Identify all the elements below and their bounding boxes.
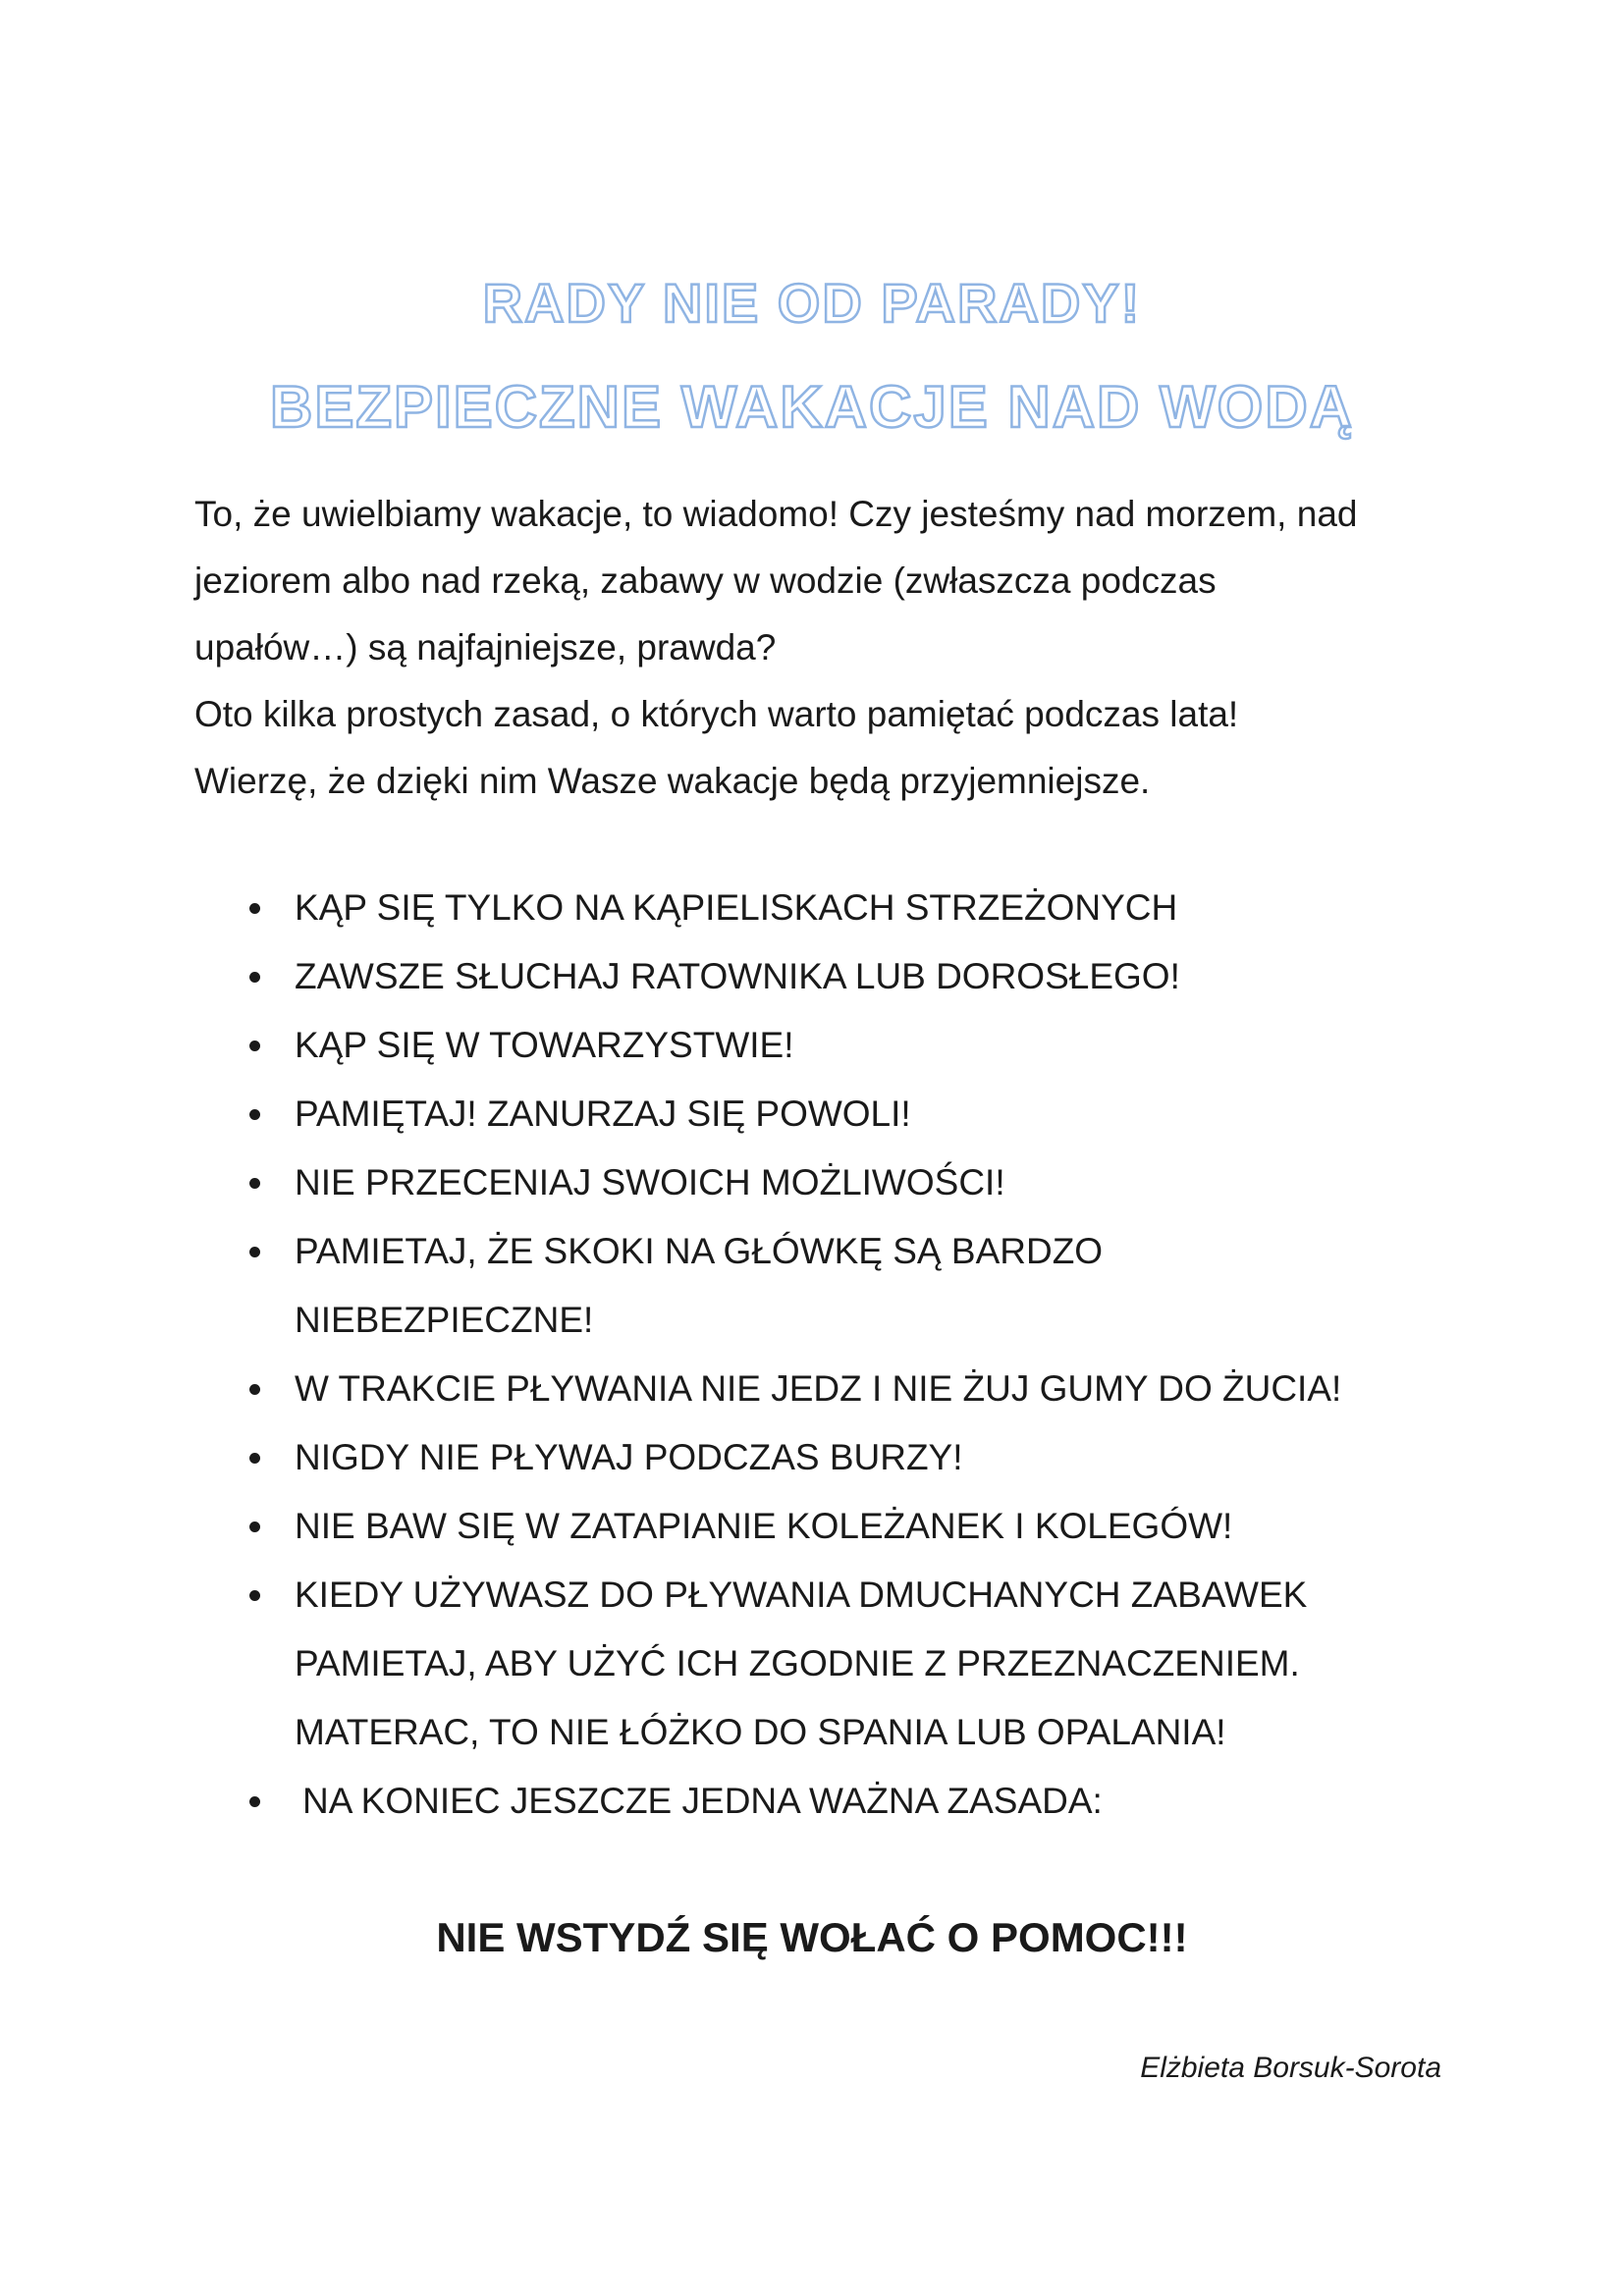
bullet-icon [249,1178,260,1189]
rule-line: PAMIĘTAJ! ZANURZAJ SIĘ POWOLI! [295,1094,911,1134]
bullet-icon [249,1384,260,1395]
list-item [194,1080,1471,1148]
list-item [194,1561,1471,1767]
list-item [194,942,1471,1011]
rule-line: NIE BAW SIĘ W ZATAPIANIE KOLEŻANEK I KOLEGÓW! [295,1506,1233,1546]
intro-line: Wierzę, że dzięki nim Wasze wakacje będą przyjemniejsze. [194,761,1151,801]
bullet-icon [249,903,260,914]
intro-line: To, że uwielbiamy wakacje, to wiadomo! Czy jesteśmy nad morzem, nad [194,494,1358,534]
list-item [194,1011,1471,1080]
intro-line: jeziorem albo nad rzeką, zabawy w wodzie (zwłaszcza podczas [194,561,1217,601]
rule-line: NIEBEZPIECZNE! [295,1300,594,1340]
list-item [194,1767,1471,1836]
title-line-1: RADY NIE OD PARADY! [482,272,1142,334]
intro-line: Oto kilka prostych zasad, o których warto pamiętać podczas lata! [194,694,1239,734]
rule-line: KĄP SIĘ W TOWARZYSTWIE! [295,1025,794,1065]
rule-line: ZAWSZE SŁUCHAJ RATOWNIKA LUB DOROSŁEGO! [295,956,1180,996]
bullet-icon [249,1041,260,1051]
list-item [194,1492,1471,1561]
rule-line: PAMIETAJ, ŻE SKOKI NA GŁÓWKĘ SĄ BARDZO [295,1231,1104,1271]
list-item [194,874,1471,942]
author-signature: Elżbieta Borsuk-Sorota [1140,2052,1441,2084]
bullet-icon [249,1522,260,1532]
intro-line: upałów…) są najfajniejsze, prawda? [194,627,777,667]
rule-line: W TRAKCIE PŁYWANIA NIE JEDZ I NIE ŻUJ GUMY DO ŻUCIA! [295,1368,1342,1409]
callout-heading: NIE WSTYDŹ SIĘ WOŁAĆ O POMOC!!! [436,1914,1188,1960]
rule-line: KIEDY UŻYWASZ DO PŁYWANIA DMUCHANYCH ZABAWEK [295,1575,1308,1615]
bullet-icon [249,1796,260,1807]
rule-line: MATERAC, TO NIE ŁÓŻKO DO SPANIA LUB OPALANIA! [295,1712,1226,1752]
bullet-icon [249,972,260,983]
rule-line: KĄP SIĘ TYLKO NA KĄPIELISKACH STRZEŻONYCH [295,887,1178,928]
rule-line: NIGDY NIE PŁYWAJ PODCZAS BURZY! [295,1437,963,1477]
intro-paragraph [194,481,1471,815]
title-line-2: BEZPIECZNE WAKACJE NAD WODĄ [269,374,1355,440]
bullet-icon [249,1453,260,1464]
list-item [194,1217,1471,1355]
list-item [194,1355,1471,1423]
list-item [194,1423,1471,1492]
rule-line: NA KONIEC JESZCZE JEDNA WAŻNA ZASADA: [302,1781,1103,1821]
bullet-icon [249,1109,260,1120]
rule-line: PAMIETAJ, ABY UŻYĆ ICH ZGODNIE Z PRZEZNACZENIEM. [295,1643,1300,1683]
bullet-icon [249,1590,260,1601]
bullet-icon [249,1247,260,1257]
rules-list [194,874,1471,1836]
list-item [194,1148,1471,1217]
rule-line: NIE PRZECENIAJ SWOICH MOŻLIWOŚCI! [295,1162,1005,1202]
